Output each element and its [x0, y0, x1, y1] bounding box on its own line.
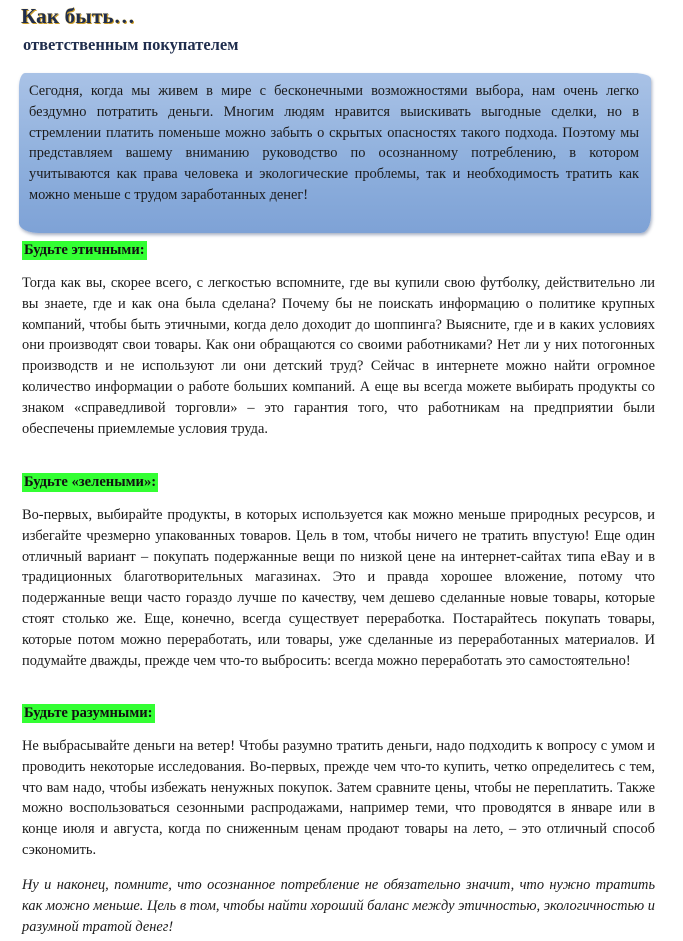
- page-subtitle: ответственным покупателем: [23, 35, 239, 54]
- section-heading-smart: Будьте разумными:: [24, 705, 153, 721]
- section-paragraph-ethical: Тогда как вы, скорее всего, с легкостью вспомните, где вы купили свою футболку, действительно ли вы знаете, где и как она была сделана? Почему бы не поискать информацию о политике крупных компаний, чтобы быть этичными, когда дело доходит до шоппинга? Выясните, где и в каких условиях они производят свои товары. Как они обращаются со своими работниками? Нет ли у них потогонных производств и не используют ли они детский труд? Сейчас в интернете можно найти огромное количество информации о работе больших компаний. А еще вы всегда можете выбирать продукты со знаком «справедливой торговли» – это гарантия того, что работникам на предприятии были обеспечены приемлемые условия труда.: [22, 275, 655, 437]
- intro-paragraph: Сегодня, когда мы живем в мире с бесконечными возможностями выбора, нам очень легко бездумно потратить деньги. Многим людям нравится выискивать выгодные сделки, но в стремлении платить поменьше можно забыть о скрытых опасностях такого подхода. Поэтому мы представляем вашему вниманию руководство по осознанному потреблению, в котором учитываются как права человека и экологические проблемы, так и необходимость тратить как можно меньше с трудом заработанных денег!: [29, 83, 639, 203]
- page-title: Как быть…: [21, 4, 135, 28]
- conclusion-paragraph: Ну и наконец, помните, что осознанное потребление не обязательно значит, что нужно тратить как можно меньше. Цель в том, чтобы найти хороший баланс между этичностью, экологичностью и разумной тратой денег!: [22, 877, 655, 935]
- section-heading-ethical: Будьте этичными:: [24, 242, 145, 258]
- section-paragraph-smart: Не выбрасывайте деньги на ветер! Чтобы разумно тратить деньги, надо подходить к вопросу с умом и проводить некоторые исследования. Во-первых, прежде чем что-то купить, четко определитесь с тем, что вам надо, чтобы избежать ненужных покупок. Затем сравните цены, чтобы не переплатить. Также можно воспользоваться сезонными распродажами, например теми, что проводятся в январе или в конце июля и августа, когда по сниженным ценам продают товары на лето, – это отличный способ сэкономить.: [22, 738, 655, 858]
- section-heading-green: Будьте «зелеными»:: [24, 474, 157, 490]
- section-paragraph-green: Во-первых, выбирайте продукты, в которых используется как можно меньше природных ресурсов, и избегайте чрезмерно упакованных товаров. Цель в том, чтобы ничего не тратить впустую! Еще один отличный вариант – покупать подержанные вещи по низкой цене на интернет-сайтах типа eBay и в традиционных благотворительных магазинах. Это и правда хорошее вложение, потому что подержанные вещи часто гораздо лучше по качеству, чем дешево сделанные новые товары, которые стоят столько же. Еще, конечно, всегда существует переработка. Постарайтесь покупать товары, которые потом можно переработать, или товары, уже сделанные из переработанных материалов. И подумайте дважды, прежде чем что-то выбросить: всегда можно переработать это самостоятельно!: [22, 507, 655, 669]
